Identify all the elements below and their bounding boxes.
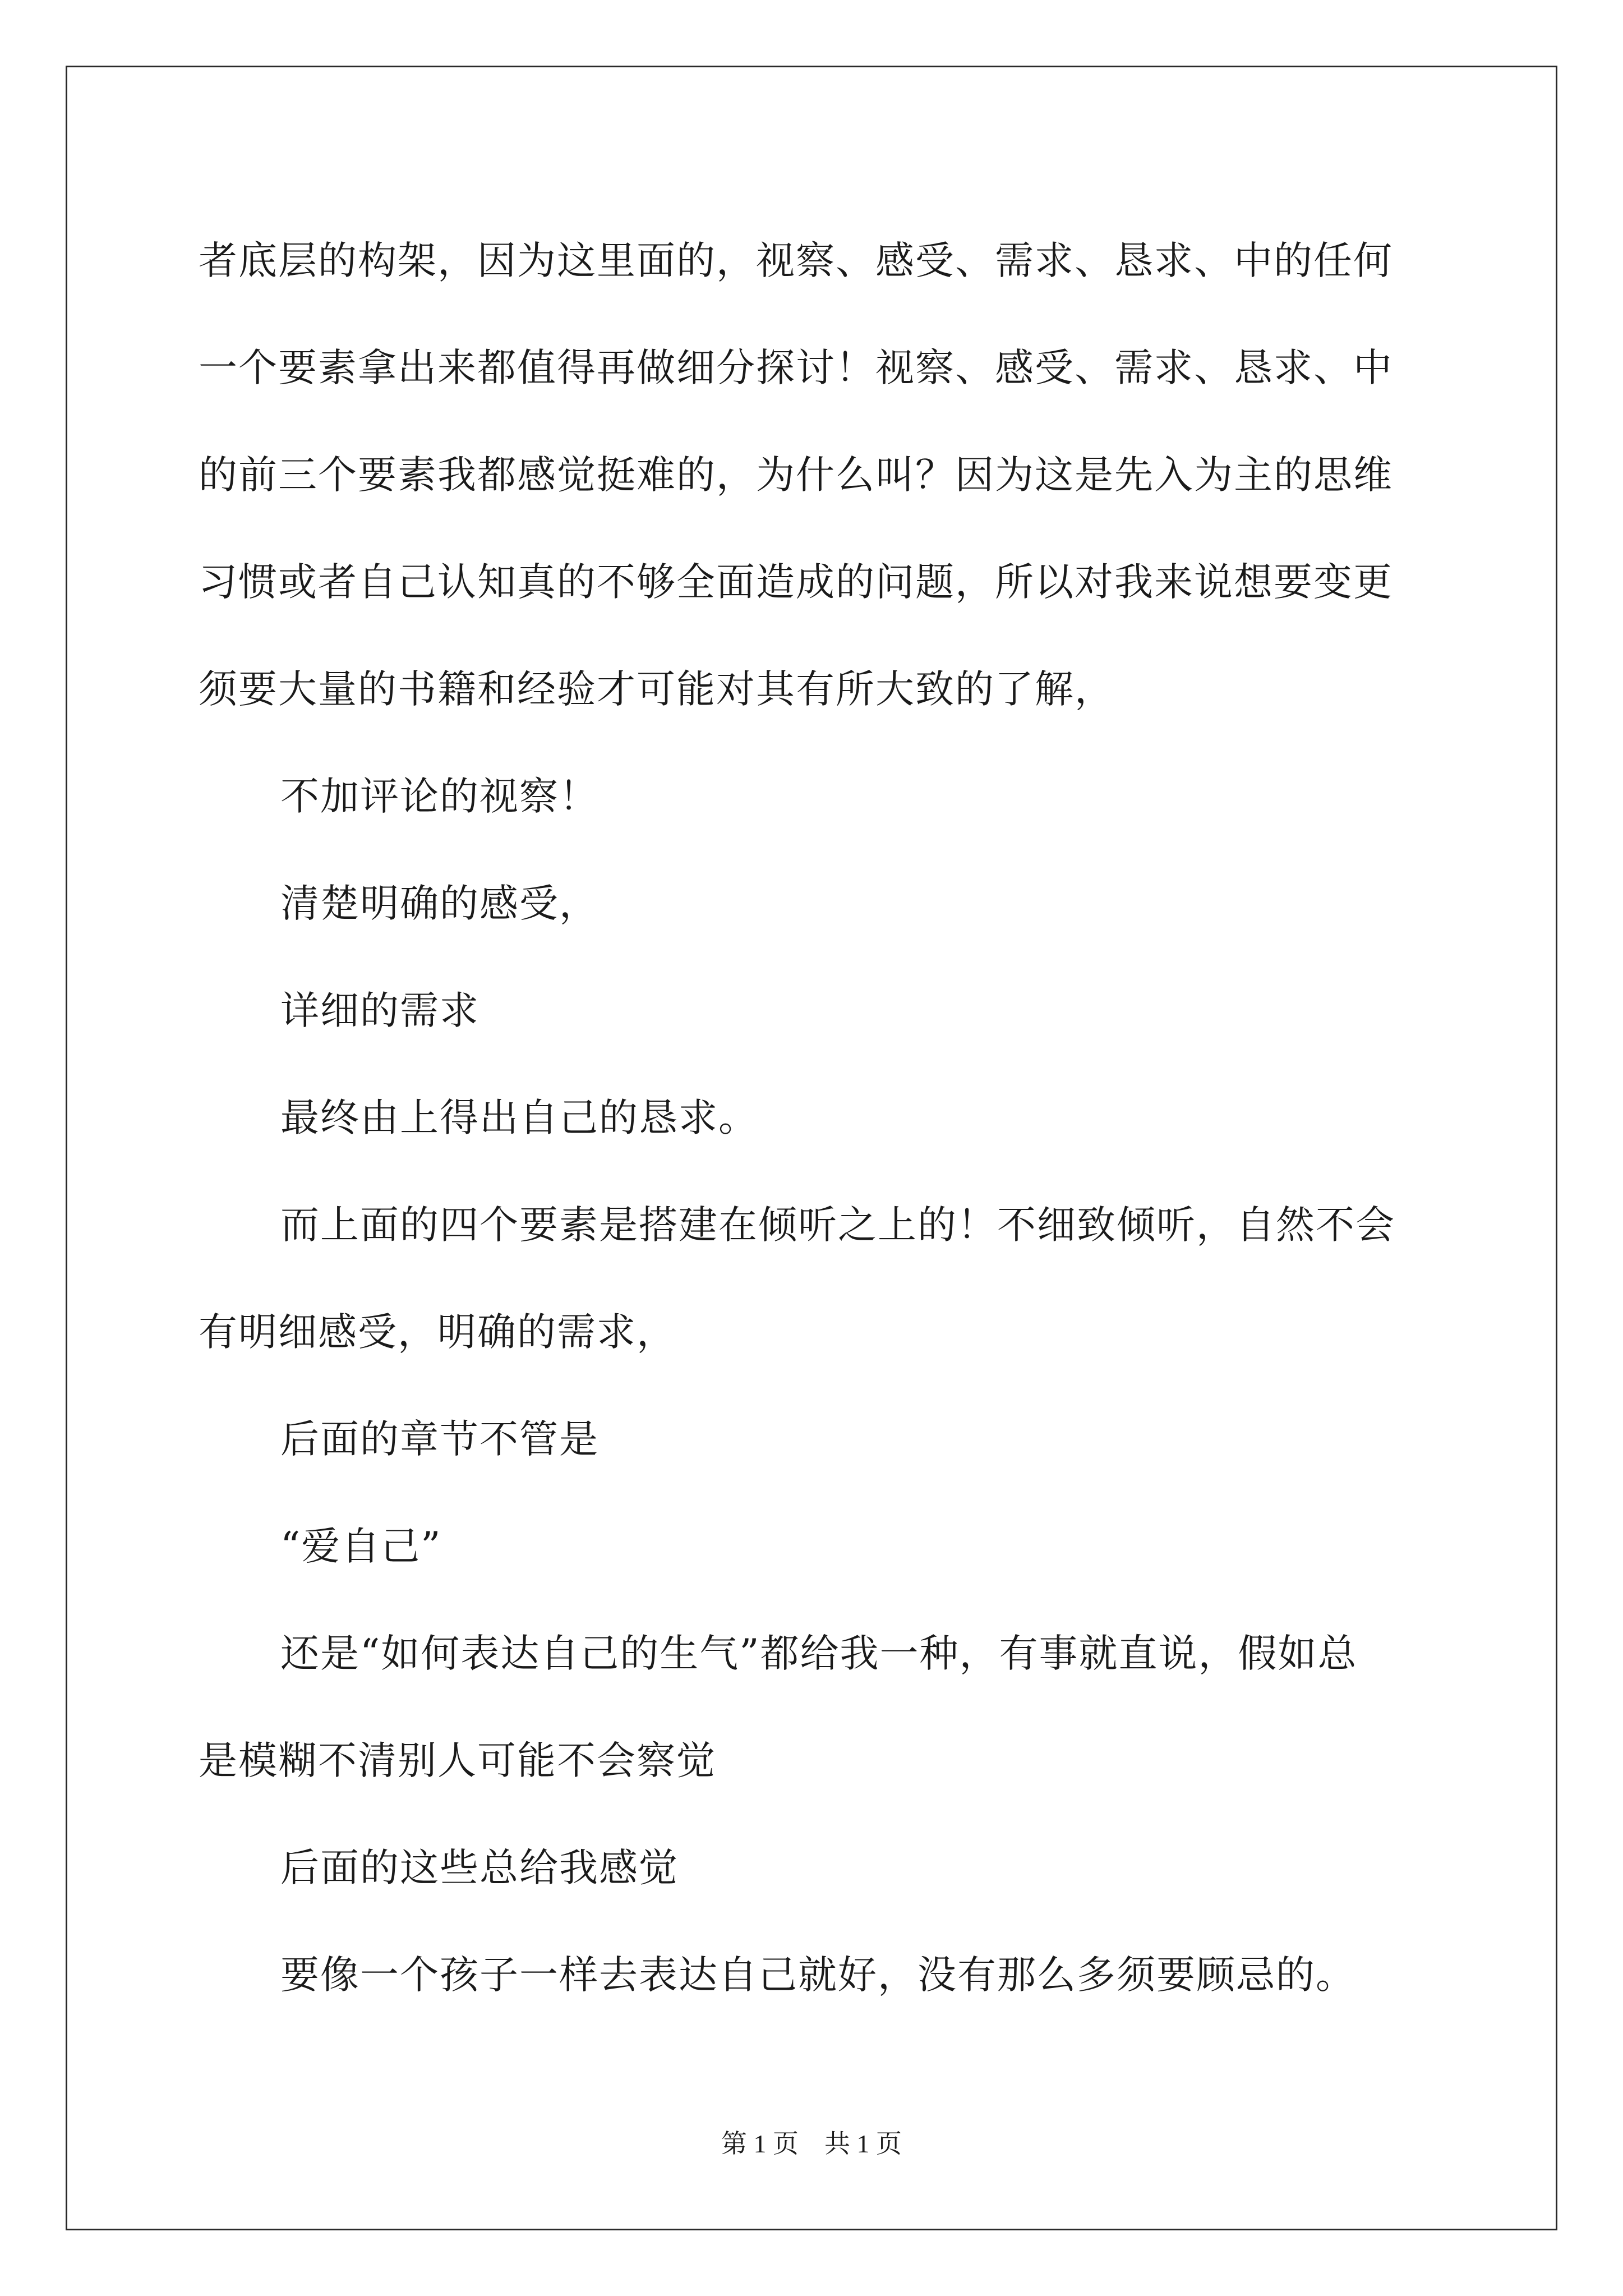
text-line-4: 习惯或者自己认知真的不够全面造成的问题，所以对我来说想要变更 [199,560,1393,605]
document-body [199,208,1421,2029]
text-line-2: 一个要素拿出来都值得再做细分探讨！视察、感受、需求、恳求、中 [199,346,1393,390]
text-line-8: 详细的需求 [280,988,479,1033]
text-line-9: 最终由上得出自己的恳求。 [280,1096,758,1140]
text-line-14: 还是“如何表达自己的生气”都给我一种，有事就直说，假如总 [280,1631,1358,1676]
text-line-3: 的前三个要素我都感觉挺难的，为什么叫？因为这是先入为主的思维 [199,453,1393,498]
text-line-5: 须要大量的书籍和经验才可能对其有所大致的了解， [199,667,1114,712]
text-line-17: 要像一个孩子一样去表达自己就好，没有那么多须要顾忌的。 [280,1953,1355,1998]
text-line-6: 不加评论的视察！ [280,774,599,819]
text-line-1: 者底层的构架，因为这里面的，视察、感受、需求、恳求、中的任何 [199,238,1393,283]
text-line-16: 后面的这些总给我感觉 [280,1846,679,1890]
text-line-12: 后面的章节不管是 [280,1417,599,1462]
text-line-7: 清楚明确的感受， [280,881,599,926]
page-number-footer: 第 1 页 共 1 页 [721,2129,902,2158]
text-line-15: 是模糊不清别人可能不会察觉 [199,1738,716,1783]
text-line-13: “爱自己” [280,1524,442,1569]
text-line-11: 有明细感受，明确的需求， [199,1310,676,1355]
text-line-10: 而上面的四个要素是搭建在倾听之上的！不细致倾听，自然不会 [280,1203,1395,1248]
